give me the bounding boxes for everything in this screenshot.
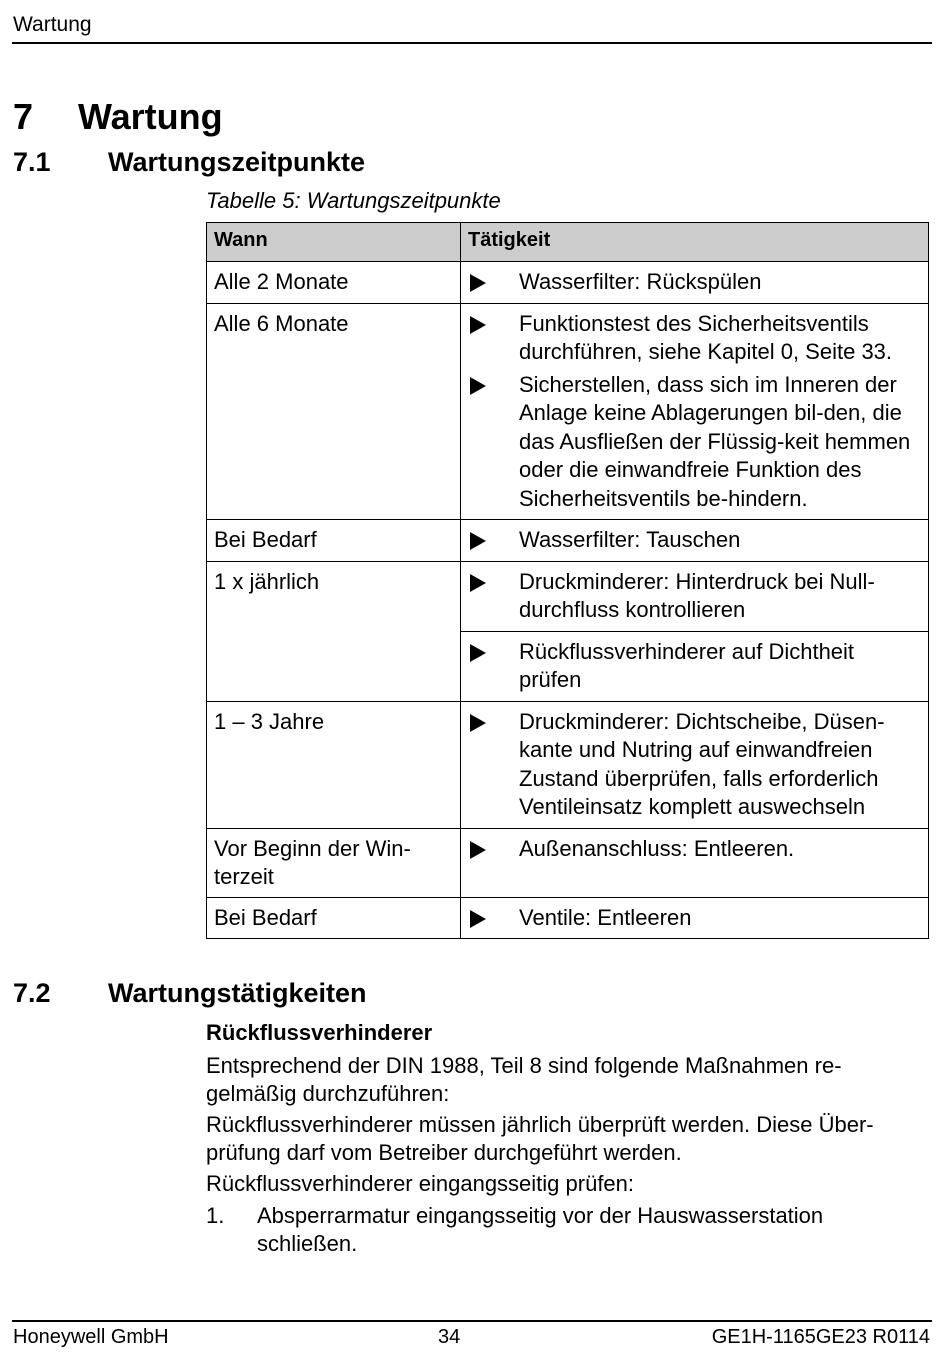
subsection-number-1: 7.1 — [13, 147, 51, 177]
table-row — [207, 520, 929, 562]
cell-when: Bei Bedarf — [207, 520, 461, 562]
activity-text: Funktionstest des Sicherheitsventils durchführen, siehe Kapitel 0, Seite 33. — [519, 310, 893, 364]
table-header-row — [207, 223, 929, 262]
cell-activity — [461, 303, 929, 520]
table-row — [207, 303, 929, 520]
cell-when: Alle 2 Monate — [207, 262, 461, 304]
activity-text: Sicherstellen, dass sich im Inneren der Anlage keine Ablagerungen bil-den, die das Ausfließen der Flüssig-keit hemmen oder die einwandfreie Funktion des Sicherheitsventils be-hindern. — [519, 371, 911, 511]
paragraph-2: Rückflussverhinderer müssen jährlich überprüft werden. Diese Über-prüfung darf vom Betreiber durchgeführt werden. — [206, 1112, 874, 1165]
activity-text: Wasserfilter: Tauschen — [519, 527, 741, 552]
cell-when: 1 – 3 Jahre — [207, 701, 461, 828]
section-number: 7 — [13, 96, 34, 137]
subheading-backflow: Rückflussverhinderer — [206, 1020, 433, 1045]
bullet-arrow-icon — [469, 526, 519, 555]
activity-item — [469, 371, 920, 514]
activity-text: Außenanschluss: Entleeren. — [519, 835, 795, 861]
bullet-arrow-icon — [469, 708, 519, 822]
subsection-title-1: Wartungszeitpunkte — [108, 147, 366, 177]
table-row — [207, 828, 929, 897]
list-item-text: Absperrarmatur eingangsseitig vor der Hauswasserstation schließen. — [257, 1203, 824, 1256]
column-header-activity: Tätigkeit — [461, 223, 929, 262]
cell-activity — [461, 631, 929, 701]
cell-activity — [461, 561, 929, 631]
activity-item — [469, 904, 920, 933]
paragraph-3: Rückflussverhinderer eingangsseitig prüfen: — [206, 1171, 635, 1196]
subsection-number-2: 7.2 — [13, 978, 51, 1008]
bullet-arrow-icon — [469, 638, 519, 695]
table-row — [207, 561, 929, 631]
header-rule — [12, 42, 932, 44]
bullet-arrow-icon — [469, 310, 519, 367]
table-row — [207, 701, 929, 828]
cell-activity — [461, 897, 929, 939]
bullet-arrow-icon — [469, 371, 519, 514]
footer-page-number: 34 — [438, 1326, 461, 1348]
activity-item — [469, 310, 920, 367]
table-row — [207, 897, 929, 939]
activity-item — [469, 568, 920, 625]
bullet-arrow-icon — [469, 904, 519, 933]
column-header-when: Wann — [207, 223, 461, 262]
activity-text: Wasserfilter: Rückspülen — [519, 269, 762, 294]
table-body — [207, 262, 929, 939]
table-row — [207, 262, 929, 304]
footer-rule — [12, 1320, 932, 1322]
footer-company: Honeywell GmbH — [13, 1326, 169, 1348]
cell-activity — [461, 520, 929, 562]
cell-activity — [461, 828, 929, 897]
activity-item — [469, 268, 920, 297]
footer-document-id: GE1H-1165GE23 R0114 — [711, 1326, 930, 1348]
cell-when: Bei Bedarf — [207, 897, 461, 939]
activity-text: Rückflussverhinderer auf Dichtheit prüfen — [519, 638, 855, 692]
maintenance-table — [206, 222, 929, 939]
bullet-arrow-icon — [469, 835, 519, 864]
table-caption: Tabelle 5: Wartungszeitpunkte — [206, 188, 501, 213]
cell-when: 1 x jährlich — [207, 561, 461, 701]
cell-when: Alle 6 Monate — [207, 303, 461, 520]
cell-when: Vor Beginn der Win-terzeit — [207, 828, 461, 897]
bullet-arrow-icon — [469, 268, 519, 297]
running-header: Wartung — [13, 13, 92, 36]
activity-text: Druckminderer: Hinterdruck bei Null-durchfluss kontrollieren — [519, 568, 875, 622]
activity-text: Druckminderer: Dichtscheibe, Düsen-kante und Nutring auf einwandfreien Zustand überprüfen, falls erforderlich Ventileinsatz komplett auswechseln — [519, 708, 885, 819]
activity-item — [469, 708, 920, 822]
activity-item — [469, 526, 920, 555]
activity-item — [469, 638, 920, 695]
section-title: Wartung — [78, 96, 223, 137]
activity-text: Ventile: Entleeren — [519, 904, 692, 930]
list-item-number: 1. — [206, 1203, 225, 1228]
cell-activity — [461, 701, 929, 828]
paragraph-1: Entsprechend der DIN 1988, Teil 8 sind folgende Maßnahmen re-gelmäßig durchzuführen: — [206, 1053, 842, 1106]
activity-item — [469, 835, 920, 864]
subsection-title-2: Wartungstätigkeiten — [108, 978, 367, 1008]
bullet-arrow-icon — [469, 568, 519, 625]
cell-activity — [461, 262, 929, 304]
